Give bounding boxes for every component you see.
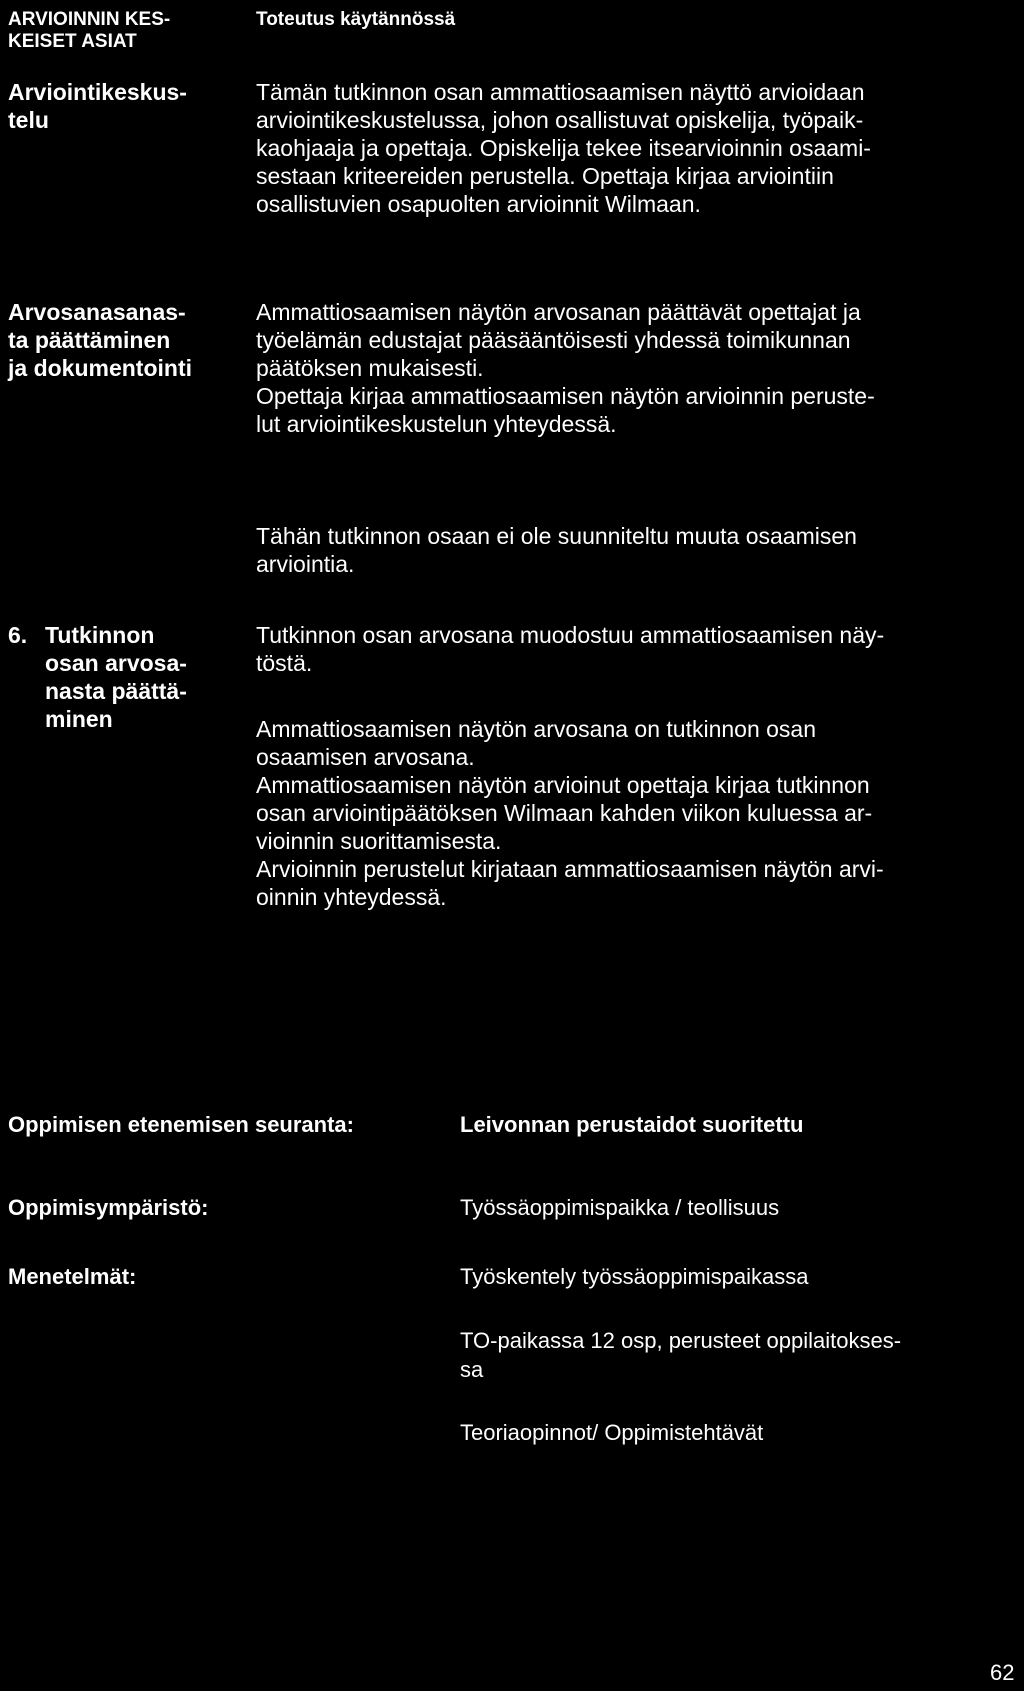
column-header-left-line: KEISET ASIAT [8, 31, 137, 52]
column-header-right: Toteutus käytännössä [256, 9, 456, 30]
section-paragraph-line: oinnin yhteydessä. [256, 884, 447, 910]
column-header-left [8, 9, 170, 53]
standalone-note-line: Tähän tutkinnon osaan ei ole suunniteltu muuta osaamisen [256, 523, 857, 549]
column-header-left-line: ARVIOINNIN KES- [8, 9, 171, 30]
page-number: 62 [990, 1660, 1015, 1685]
row-label-arviointikeskustelu [8, 78, 187, 134]
section-paragraph-line: Arvioinnin perustelut kirjataan ammattiosaamisen näytön arvi- [256, 856, 884, 882]
row-text-line: Opettaja kirjaa ammattiosaamisen näytön arvioinnin peruste- [256, 383, 875, 409]
section-paragraph-1 [256, 621, 884, 677]
section-paragraph-line: töstä. [256, 650, 313, 676]
environment-value: Työssäoppimispaikka / teollisuus [460, 1195, 780, 1220]
methods-value-line: TO-paikassa 12 osp, perusteet oppilaitokses- [460, 1328, 902, 1353]
row-text-line: kaohjaaja ja opettaja. Opiskelija tekee itsearvioinnin osaami- [256, 135, 871, 161]
section-paragraph-2 [256, 715, 884, 911]
progress-value: Leivonnan perustaidot suoritettu [460, 1112, 804, 1137]
row-text-line: lut arviointikeskustelun yhteydessä. [256, 411, 617, 437]
methods-label: Menetelmät: [8, 1264, 137, 1289]
section-title-line: Tutkinnon [45, 622, 155, 648]
row-text-line: työelämän edustajat pääsääntöisesti yhdessä toimikunnan [256, 327, 851, 353]
methods-value-2 [460, 1326, 901, 1384]
standalone-note-line: arviointia. [256, 551, 355, 577]
row-label-line: ta päättäminen [8, 327, 171, 353]
section-paragraph-line: Tutkinnon osan arvosana muodostuu ammattiosaamisen näy- [256, 622, 885, 648]
row-text-arviointikeskustelu [256, 78, 871, 218]
section-paragraph-line: osan arviointipäätöksen Wilmaan kahden viikon kuluessa ar- [256, 800, 873, 826]
section-paragraph-line: Ammattiosaamisen näytön arvosana on tutkinnon osan [256, 716, 816, 742]
progress-label: Oppimisen etenemisen seuranta: [8, 1112, 354, 1137]
row-text-line: Tämän tutkinnon osan ammattiosaamisen näyttö arvioidaan [256, 79, 865, 105]
row-text-line: Ammattiosaamisen näytön arvosanan päättävät opettajat ja [256, 299, 861, 325]
section-title-line: nasta päättä- [45, 678, 187, 704]
section-paragraph-line: Ammattiosaamisen näytön arvioinut opettaja kirjaa tutkinnon [256, 772, 870, 798]
methods-value-1: Työskentely työssäoppimispaikassa [460, 1264, 809, 1289]
section-title-line: minen [45, 706, 113, 732]
row-label-line: ja dokumentointi [8, 355, 192, 381]
section-number: 6. [8, 622, 28, 648]
environment-label: Oppimisympäristö: [8, 1195, 209, 1220]
section-paragraph-line: vioinnin suorittamisesta. [256, 828, 502, 854]
row-label-line: Arvosanasanas- [8, 299, 186, 325]
methods-value-3: Teoriaopinnot/ Oppimistehtävät [460, 1420, 764, 1445]
row-label-line: Arviointikeskus- [8, 79, 187, 105]
row-label-arvosana [8, 298, 192, 382]
row-text-line: osallistuvien osapuolten arvioinnit Wilmaan. [256, 191, 701, 217]
row-text-line: sestaan kriteereiden perustella. Opettaja kirjaa arviointiin [256, 163, 834, 189]
row-text-arvosana [256, 298, 875, 438]
standalone-note [256, 522, 857, 578]
row-text-line: arviointikeskustelussa, johon osallistuvat opiskelija, työpaik- [256, 107, 864, 133]
methods-value-line: sa [460, 1357, 484, 1382]
row-text-line: päätöksen mukaisesti. [256, 355, 484, 381]
section-title [45, 621, 187, 733]
section-paragraph-line: osaamisen arvosana. [256, 744, 475, 770]
row-label-line: telu [8, 107, 49, 133]
section-title-line: osan arvosa- [45, 650, 187, 676]
